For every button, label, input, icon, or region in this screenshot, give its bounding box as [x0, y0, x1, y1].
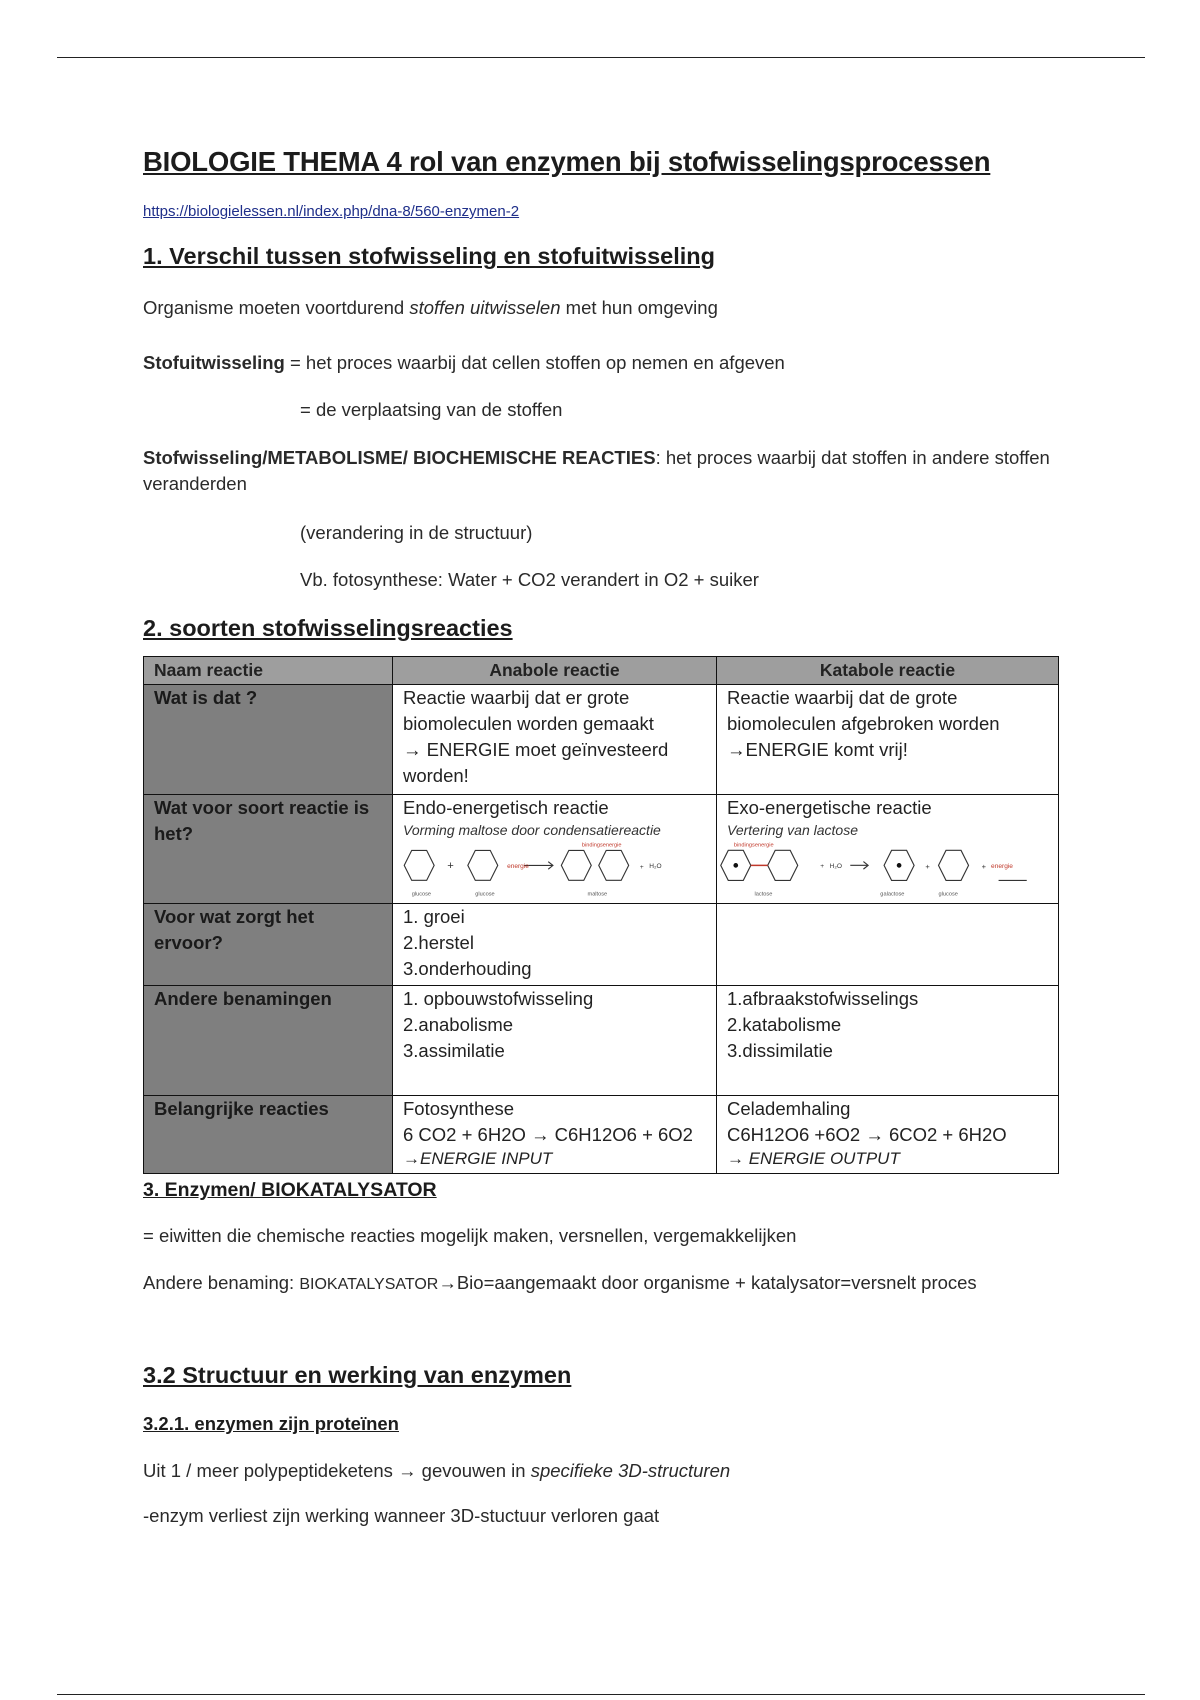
cell-katabole — [717, 685, 1059, 795]
cell-line: 2.katabolisme — [727, 1014, 842, 1035]
source-link[interactable]: https://biologielessen.nl/index.php/dna-8/560-enzymen-2 — [143, 203, 520, 220]
bond-label: bindingsenergie — [733, 842, 774, 849]
lactose-hydrolysis-diagram — [717, 839, 1038, 903]
cell-subcaption: Vorming maltose door condensatiereactie — [403, 822, 661, 838]
header-katabole: Katabole reactie — [717, 657, 1059, 685]
bottom-rule — [57, 1694, 1145, 1695]
top-rule — [57, 57, 1145, 58]
cell-katabole — [717, 795, 1059, 904]
energy-label: energie — [507, 863, 529, 871]
cell-line: →ENERGIE komt vrij! — [727, 739, 908, 760]
cell-line: Endo-energetisch reactie — [403, 797, 609, 818]
table-header-row — [144, 657, 1059, 685]
cell-katabole-empty — [717, 904, 1059, 986]
table-row — [144, 986, 1059, 1096]
cell-subcaption: Vertering van lactose — [727, 822, 858, 838]
cell-line: 2.herstel — [403, 932, 474, 953]
maltose-condensation-diagram — [393, 839, 696, 903]
glucose-label: glucose — [938, 891, 958, 898]
maltose-label: maltose — [587, 891, 608, 898]
header-naam: Naam reactie — [144, 657, 393, 685]
cell-anabole — [393, 904, 717, 986]
water-label: H₂O — [649, 863, 662, 871]
cell-line: →ENERGIE INPUT — [403, 1149, 553, 1168]
cell-line: biomoleculen worden gemaakt — [403, 713, 654, 734]
cell-line: Reactie waarbij dat de grote — [727, 687, 958, 708]
table-row — [144, 904, 1059, 986]
stofuitwisseling-definition-2: = de verplaatsing van de stoffen — [300, 399, 563, 420]
glucose-label: glucose — [475, 891, 495, 898]
cell-line: → ENERGIE OUTPUT — [727, 1149, 900, 1168]
stofwisseling-definition: Stofwisseling/METABOLISME/ BIOCHEMISCHE REACTIES: het proces waarbij dat stoffen in andere stoffen veranderden — [143, 447, 1050, 494]
cell-anabole — [393, 986, 717, 1096]
table-row — [144, 1096, 1059, 1174]
page-title: BIOLOGIE THEMA 4 rol van enzymen bij stofwisselingsprocessen — [143, 146, 991, 177]
water-label: H₂O — [829, 863, 843, 871]
section1-heading: 1. Verschil tussen stofwisseling en stofuitwisseling — [143, 243, 715, 269]
table-row — [144, 795, 1059, 904]
cell-line: C6H12O6 +6O2 → 6CO2 + 6H2O — [727, 1124, 1007, 1145]
table-row — [144, 685, 1059, 795]
reactions-table — [143, 656, 1059, 1174]
svg-text:+: + — [981, 862, 987, 872]
section2-heading: 2. soorten stofwisselingsreacties — [143, 615, 513, 641]
enzymen-definition: = eiwitten die chemische reacties mogelijk maken, versnellen, vergemakkelijken — [143, 1225, 797, 1246]
row-label: Belangrijke reacties — [144, 1096, 393, 1174]
cell-line: 3.assimilatie — [403, 1040, 505, 1061]
cell-katabole — [717, 1096, 1059, 1174]
cell-anabole — [393, 795, 717, 904]
cell-line: 6 CO2 + 6H2O → C6H12O6 + 6O2 — [403, 1124, 693, 1145]
note-example: Vb. fotosynthese: Water + CO2 verandert in O2 + suiker — [300, 569, 759, 590]
cell-line: 1. opbouwstofwisseling — [403, 988, 594, 1009]
svg-text:+: + — [447, 860, 454, 873]
energy-label: energie — [991, 863, 1013, 871]
cell-anabole — [393, 1096, 717, 1174]
row-label: Wat voor soort reactie is het? — [144, 795, 393, 904]
enzymen-alt-name: Andere benaming: BIOKATALYSATOR→Bio=aangemaakt door organisme + katalysator=versnelt proces — [143, 1272, 977, 1293]
svg-text:+: + — [639, 864, 644, 872]
cell-anabole — [393, 685, 717, 795]
cell-line: 3.onderhouding — [403, 958, 532, 979]
cell-line: Fotosynthese — [403, 1098, 515, 1119]
cell-line: 1.afbraakstofwisselings — [727, 988, 919, 1009]
cell-line: worden! — [403, 765, 469, 786]
glucose-label: glucose — [411, 891, 432, 898]
section32-heading: 3.2 Structuur en werking van enzymen — [143, 1362, 572, 1388]
cell-line: Celademhaling — [727, 1098, 851, 1119]
cell-katabole — [717, 986, 1059, 1096]
galactose-label: galactose — [880, 891, 905, 898]
stofuitwisseling-definition: Stofuitwisseling = het proces waarbij dat cellen stoffen op nemen en afgeven — [143, 352, 785, 373]
cell-line: 3.dissimilatie — [727, 1040, 833, 1061]
section1-intro: Organisme moeten voortdurend stoffen uitwisselen met hun omgeving — [143, 297, 718, 318]
bond-label: bindingsenergie — [581, 842, 622, 849]
lactose-label: lactose — [754, 891, 773, 898]
enzyme-structure-line: -enzym verliest zijn werking wanneer 3D-stuctuur verloren gaat — [143, 1505, 660, 1526]
cell-line: Exo-energetische reactie — [727, 797, 932, 818]
row-label: Voor wat zorgt het ervoor? — [144, 904, 393, 986]
cell-line: 1. groei — [403, 906, 465, 927]
row-label: Andere benamingen — [144, 986, 393, 1096]
section321-heading: 3.2.1. enzymen zijn proteïnen — [143, 1413, 399, 1434]
cell-line: Reactie waarbij dat er grote — [403, 687, 630, 708]
svg-text:+: + — [820, 863, 825, 871]
polypeptide-line: Uit 1 / meer polypeptideketens → gevouwen in specifieke 3D-structuren — [143, 1460, 731, 1481]
note-structure: (verandering in de structuur) — [300, 522, 533, 543]
svg-text:+: + — [925, 862, 930, 872]
section3-heading: 3. Enzymen/ BIOKATALYSATOR — [143, 1179, 437, 1201]
row-label: Wat is dat ? — [144, 685, 393, 795]
cell-line: 2.anabolisme — [403, 1014, 514, 1035]
cell-line: → ENERGIE moet geïnvesteerd — [403, 739, 669, 760]
header-anabole: Anabole reactie — [393, 657, 717, 685]
cell-line: biomoleculen afgebroken worden — [727, 713, 1000, 734]
